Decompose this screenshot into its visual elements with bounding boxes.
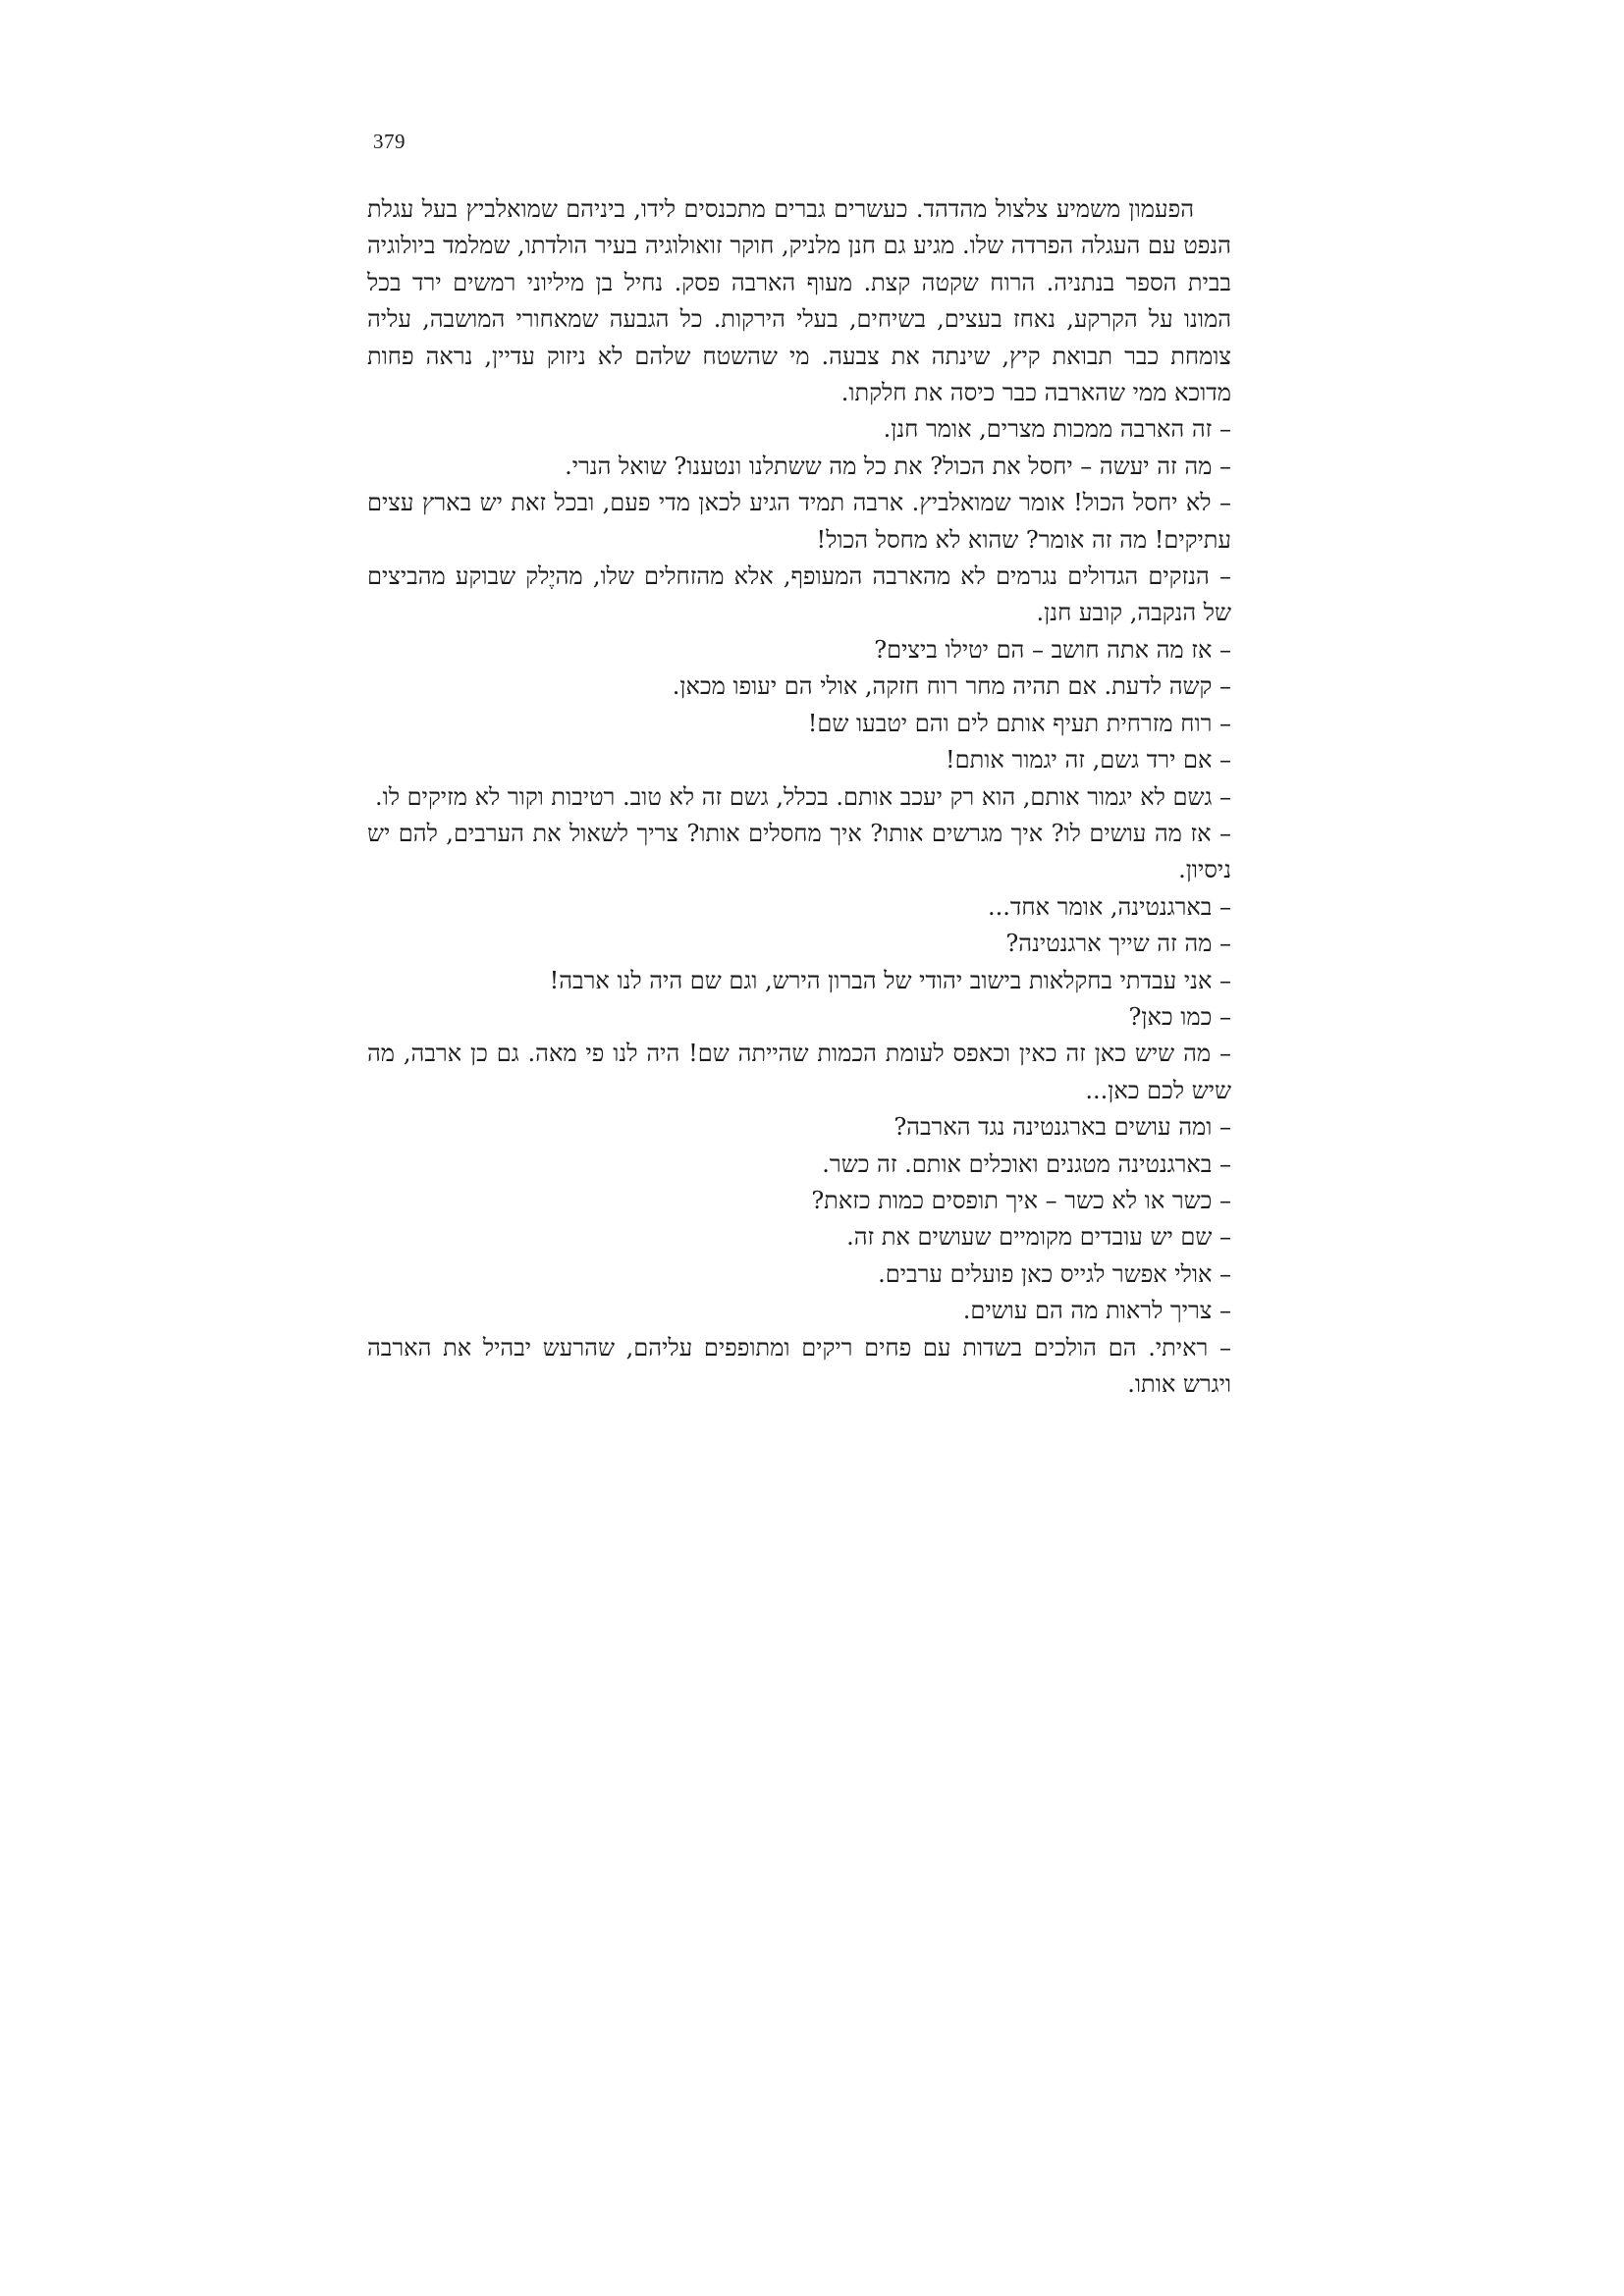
dialogue-line: – זה הארבה ממכות מצרים, אומר חנן. <box>883 415 1231 444</box>
dialogue-line: – כמו כאן? <box>1128 1002 1231 1031</box>
dialogue-line: – אם ירד גשם, זה יגמור אותם! <box>946 746 1231 774</box>
paragraph: הפעמון משמיע צלצול מהדהד. כעשרים גברים מתכנסים לידו, ביניהם שמואלביץ בעל עגלת הנפט עם העגלה הפרדה שלו. מגיע גם חנן מלניק, חוקר זואולוגיה בעיר הולדתו, שמלמד ביולוגיה בבית הספר בנתניה. הרוח שקטה קצת. מעוף הארבה פסק. נחיל בן מיליוני רמשים ירד בכל המונו על הקרקע, נאחז בעצים, בשיחים, בעלי הירקות. כל הגבעה שמאחורי המושבה, עליה צומחת כבר תבואת קיץ, שינתה את צבעה. מי שהשטח שלהם לא ניזוק עדיין, נראה פחות מדוכא ממי שהארבה כבר כיסה את חלקתו. <box>367 195 1231 407</box>
dialogue-line: – גשם לא יגמור אותם, הוא רק יעכב אותם. בכלל, גשם זה לא טוב. רטיבות וקור לא מזיקים לו. <box>375 782 1231 811</box>
dialogue-line: – ומה עושים בארגנטינה נגד הארבה? <box>893 1113 1231 1142</box>
dialogue-line: – בארגנטינה, אומר אחד... <box>988 892 1231 921</box>
dialogue-line: – אז מה אתה חושב – הם יטילו ביצים? <box>874 635 1231 664</box>
dialogue-line: – כשר או לא כשר – איך תופסים כמות כזאת? <box>811 1186 1231 1214</box>
dialogue-line: – רוח מזרחית תעיף אותם לים והם יטבעו שם! <box>807 709 1231 737</box>
dialogue-line: – לא יחסל הכול! אומר שמואלביץ. ארבה תמיד הגיע לכאן מדי פעם, ובכל זאת יש בארץ עצים עתיקים! מה זה אומר? שהוא לא מחסל הכול! <box>367 489 1231 554</box>
dialogue-line: – אז מה עושים לו? איך מגרשים אותו? איך מחסלים אותו? צריך לשאול את הערבים, להם יש ניסיון. <box>367 819 1231 884</box>
dialogue-line: – מה שיש כאן זה כאין וכאפס לעומת הכמות שהייתה שם! היה לנו פי מאה. גם כן ארבה, מה שיש לכם כאן... <box>367 1040 1231 1104</box>
dialogue-line: – בארגנטינה מטגנים ואוכלים אותם. זה כשר. <box>822 1149 1231 1178</box>
dialogue-line: – הנזקים הגדולים נגרמים לא מהארבה המעופף, אלא מהזחלים שלו, מהיֶלק שבוקע מהביצים של הנקבה, קובע חנן. <box>367 562 1231 627</box>
dialogue-line: – אולי אפשר לגייס כאן פועלים ערבים. <box>878 1259 1231 1288</box>
body-text <box>367 191 1231 1403</box>
page-number: 379 <box>373 130 406 153</box>
dialogue-line: – ראיתי. הם הולכים בשדות עם פחים ריקים ומתופפים עליהם, שהרעש יבהיל את הארבה ויגרש אותו. <box>367 1333 1231 1398</box>
dialogue-line: – קשה לדעת. אם תהיה מחר רוח חזקה, אולי הם יעופו מכאן. <box>672 672 1231 701</box>
dialogue-line: – מה זה יעשה – יחסל את הכול? את כל מה ששתלנו ונטענו? שואל הנרי. <box>565 452 1231 480</box>
dialogue-line: – אני עבדתי בחקלאות בישוב יהודי של הברון הירש, וגם שם היה לנו ארבה! <box>549 966 1231 994</box>
dialogue-line: – צריך לראות מה הם עושים. <box>962 1297 1231 1325</box>
dialogue-line: – מה זה שייך ארגנטינה? <box>1005 930 1231 958</box>
dialogue-line: – שם יש עובדים מקומיים שעושים את זה. <box>846 1223 1231 1252</box>
